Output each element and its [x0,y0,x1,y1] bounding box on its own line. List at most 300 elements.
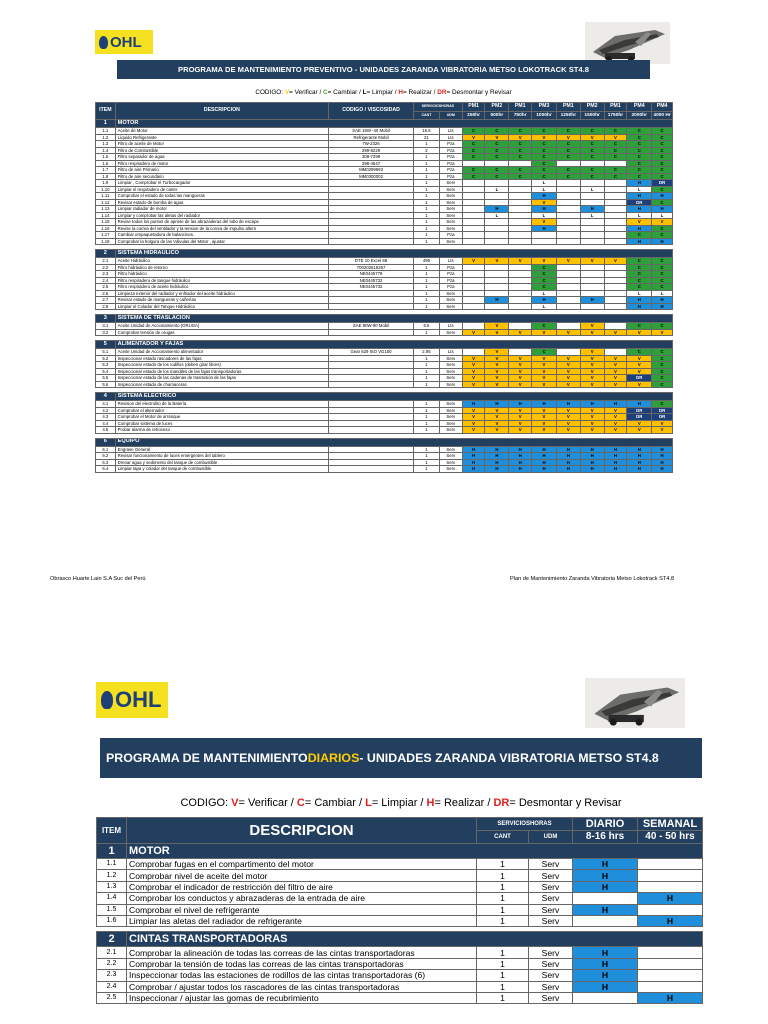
schedule-cell: V [462,414,485,421]
schedule-cell: C [532,128,557,135]
header-pm: PM3 [532,103,557,112]
quantity: 1 [414,420,440,427]
page1-title: PROGRAMA DE MANTENIMIENTO PREVENTIVO - UNIDADES ZARANDA VIBRATORIA METSO LOKOTRACK ST4.8 [117,60,650,79]
unit: Serv [529,992,573,1003]
schedule-cell: V [485,329,509,336]
task-description: Comprobar la holgura de las Válvulas del Motor , ajustar [115,238,328,245]
item-number: 4.5 [96,427,116,434]
schedule-cell: H [532,446,557,453]
header-descripcion: DESCRIPCION [127,818,477,844]
section-name: MOTOR [115,120,672,128]
item-number: 1.3 [97,881,127,892]
section-header [96,120,673,128]
semanal-cell [638,904,703,915]
schedule-cell: V [509,375,532,382]
quantity: 1 [414,453,440,460]
task-description: Filtro de Combustible [115,147,328,154]
schedule-cell: V [532,427,557,434]
schedule-cell: V [556,329,580,336]
quantity: 1 [477,970,529,981]
task-description: Inspeccionar estado de chumaceras [115,381,328,388]
schedule-cell: H [580,446,604,453]
quantity: 1 [477,859,529,870]
table-row [97,947,703,958]
schedule-cell: V [462,258,485,265]
diario-cell: H [573,859,638,870]
schedule-cell: L [485,212,509,219]
table-row [97,870,703,881]
schedule-cell: C [627,284,652,291]
task-description: Revision del electrolito de la Batería [115,401,328,408]
schedule-cell: V [532,381,557,388]
page2-title: PROGRAMA DE MANTENIMIENTO DIARIOS - UNIDADES ZARANDA VIBRATORIA METSO ST4.8 [100,738,702,778]
quantity: 1 [414,212,440,219]
diario-cell: H [573,870,638,881]
schedule-cell: V [509,427,532,434]
schedule-cell: V [604,329,627,336]
schedule-cell: C [462,147,485,154]
part-code: 308-7298 [329,154,414,161]
task-description: Filtro hidráulico [115,271,328,278]
schedule-cell: C [652,277,673,284]
schedule-cell: H [509,459,532,466]
schedule-cell: C [627,167,652,174]
quantity: 1 [414,180,440,187]
schedule-cell: V [627,368,652,375]
schedule-cell: DR [652,180,673,187]
schedule-cell: V [604,355,627,362]
schedule-cell: C [627,128,652,135]
schedule-cell: H [532,225,557,232]
daily-maintenance-table [96,817,703,1004]
schedule-cell: H [652,238,673,245]
schedule-cell: C [462,141,485,148]
schedule-cell: C [580,154,604,161]
part-code: MM0300002 [329,173,414,180]
part-code: Refrigerante Mobil [329,134,414,141]
task-description: Drenar agua y sedimento del tanque de combustible [115,459,328,466]
section-header [97,932,703,947]
schedule-cell: L [580,186,604,193]
header-diario: DIARIO [573,818,638,831]
unit: Serv [439,199,462,206]
unit: Serv [439,355,462,362]
task-description: Aceite de Motor [115,128,328,135]
item-number: 1.14 [96,212,116,219]
unit: Lts [439,128,462,135]
schedule-cell: C [652,167,673,174]
schedule-cell: C [652,186,673,193]
unit: Serv [439,225,462,232]
schedule-cell: H [462,453,485,460]
header-hours: 4000 Hr [653,112,671,118]
quantity: 1 [477,915,529,926]
quantity: 1 [414,232,440,239]
schedule-cell: V [652,420,673,427]
unit: Lts [439,323,462,330]
unit: Serv [439,427,462,434]
schedule-cell: H [604,453,627,460]
schedule-cell: V [532,134,557,141]
header-item: ITEM [96,103,116,120]
schedule-cell: C [532,173,557,180]
schedule-cell: H [462,401,485,408]
header-servicio: SERVICIOSHORAS [414,103,463,112]
item-number: 1.10 [96,186,116,193]
schedule-cell: V [604,362,627,369]
task-description: Aceite Unidad de Accionamiento (ORUGA) [115,323,328,330]
task-description: Limpiar , Comprobar el Turbocargador [115,180,328,187]
schedule-cell: C [652,401,673,408]
schedule-cell: V [485,362,509,369]
schedule-cell: C [604,141,627,148]
table-row [97,958,703,969]
schedule-cell: V [532,407,557,414]
schedule-cell: V [509,134,532,141]
item-number: 2.4 [96,277,116,284]
schedule-cell: H [462,446,485,453]
quantity: 1 [477,870,529,881]
schedule-cell: H [532,401,557,408]
task-description: Comprobar fugas en el compartimento del motor [127,859,477,870]
schedule-cell: C [462,173,485,180]
item-number: 2.2 [96,264,116,271]
schedule-cell: V [485,323,509,330]
unit: Serv [439,329,462,336]
task-description: Revise todos los puntos de apriete de las abrazaderas del tubo de escape [115,219,328,226]
schedule-cell: V [604,368,627,375]
schedule-cell: V [556,362,580,369]
schedule-cell: C [652,368,673,375]
quantity: 1 [414,284,440,291]
schedule-cell: V [604,407,627,414]
schedule-cell: C [652,134,673,141]
schedule-cell: C [532,154,557,161]
header-hours: 2000hr [627,112,652,120]
item-number: 6.3 [96,459,116,466]
schedule-cell: C [627,160,652,167]
section-name: CINTAS TRANSPORTADORAS [127,932,703,947]
quantity: 1 [414,381,440,388]
schedule-cell: H [556,453,580,460]
task-description: Revisar estado de bomba de agua [115,199,328,206]
schedule-cell: H [509,446,532,453]
unit: Pza [439,160,462,167]
item-number: 3.1 [96,323,116,330]
unit: Serv [439,193,462,200]
schedule-cell: V [462,368,485,375]
schedule-cell: C [627,134,652,141]
header-descripcion: DESCRIPCION [115,103,328,120]
unit: Serv [529,893,573,904]
schedule-cell: H [652,297,673,304]
schedule-cell: V [485,407,509,414]
unit: Serv [439,381,462,388]
schedule-cell: C [627,173,652,180]
item-number: 2.6 [96,290,116,297]
header-codigo: CODIGO / VISCOSIDAD [329,103,414,120]
unit: Serv [529,870,573,881]
task-description: Revisar estado de mangueras y cañerías [115,297,328,304]
unit: Serv [439,219,462,226]
quantity: 6.5 [414,323,440,330]
item-number: 6.4 [96,466,116,473]
task-description: Líquido Refrigerante [115,134,328,141]
schedule-cell: L [532,180,557,187]
schedule-cell: H [627,466,652,473]
schedule-cell: V [556,427,580,434]
unit: Serv [529,947,573,958]
schedule-cell: C [627,141,652,148]
section-number: 5 [96,341,116,349]
schedule-cell: C [532,323,557,330]
task-description: Limpiar las aletas del radiador de refrigerante [127,915,477,926]
schedule-cell: H [627,238,652,245]
task-description: Limpieza exterior del radiador y enfriador del aceite hidráulico [115,290,328,297]
schedule-cell: H [627,459,652,466]
part-code: NE0445778 [329,271,414,278]
item-number: 1.9 [96,180,116,187]
schedule-cell: V [627,355,652,362]
unit: Serv [529,958,573,969]
schedule-cell: V [604,381,627,388]
table-row [97,859,703,870]
task-description: Cambiar empaquetadura de balancines. [115,232,328,239]
schedule-cell: V [485,368,509,375]
schedule-cell: V [627,219,652,226]
item-number: 1.7 [96,167,116,174]
item-number: 1.1 [97,859,127,870]
schedule-cell: V [485,420,509,427]
header-pm: PM1 [509,103,532,112]
unit: Serv [439,238,462,245]
item-number: 2.3 [97,970,127,981]
schedule-cell: C [485,173,509,180]
schedule-cell: C [485,141,509,148]
header-diario-hrs: 8-16 hrs [573,831,638,844]
schedule-cell: V [485,355,509,362]
unit: Serv [439,362,462,369]
item-number: 4.2 [96,407,116,414]
schedule-cell: V [532,362,557,369]
quantity: 495 [414,258,440,265]
section-number: 3 [96,315,116,323]
quantity: 1 [414,154,440,161]
header-pm: PM1 [604,103,627,112]
schedule-cell: V [485,134,509,141]
unit: Pza [439,264,462,271]
part-code: DTE 10 Excel 68 [329,258,414,265]
schedule-cell: V [532,329,557,336]
task-description: Filtro de aceite de Motor [115,141,328,148]
unit: Serv [439,414,462,421]
schedule-cell: C [652,199,673,206]
item-number: 2.5 [97,992,127,1003]
item-number: 1.8 [96,173,116,180]
schedule-cell: C [627,232,652,239]
schedule-cell: V [556,407,580,414]
unit: Serv [529,859,573,870]
unit: Pza [439,173,462,180]
schedule-cell: H [652,206,673,213]
quantity: 1 [414,368,440,375]
header-cant: CANT [414,112,440,120]
schedule-cell: V [652,329,673,336]
schedule-cell: V [627,420,652,427]
unit: Serv [439,212,462,219]
task-description: Aceite Hidráulico [115,258,328,265]
schedule-cell: V [580,134,604,141]
schedule-cell: H [462,459,485,466]
schedule-cell: DR [627,414,652,421]
diario-cell: H [573,970,638,981]
schedule-cell: H [462,466,485,473]
item-number: 6.1 [96,446,116,453]
schedule-cell: L [580,212,604,219]
page1-footer-right: Plan de Mantenimiento Zaranda Vibratoria Metso Lokotrack ST4.8 [510,576,675,582]
schedule-cell: V [556,368,580,375]
task-description: Inspeccionar estado de los mandiles de las fajas transportadoras [115,368,328,375]
task-description: Revisar funcionamiento de luces emergentes del tablero [115,453,328,460]
schedule-cell: V [604,134,627,141]
item-number: 4.3 [96,414,116,421]
task-description: Comprobar el alternador [115,407,328,414]
task-description: Limpiar y comprobar las aletas del radiador [115,212,328,219]
quantity: 1 [414,290,440,297]
schedule-cell: C [580,173,604,180]
schedule-cell: H [652,446,673,453]
quantity: 1 [414,277,440,284]
unit: Pza [439,141,462,148]
item-number: 2.4 [97,981,127,992]
unit: Serv [439,459,462,466]
diario-cell: H [573,958,638,969]
schedule-cell: C [509,147,532,154]
unit: Serv [439,446,462,453]
schedule-cell: V [580,329,604,336]
part-code: SAE 15W -40 Mobil [329,128,414,135]
schedule-cell: H [532,206,557,213]
schedule-cell: C [627,323,652,330]
item-number: 2.7 [96,297,116,304]
diario-cell [573,893,638,904]
schedule-cell: V [509,355,532,362]
section-name: EQUIPO [115,438,672,446]
schedule-cell: C [652,284,673,291]
task-description: Filtro hidráulico de retorno [115,264,328,271]
schedule-cell: C [509,167,532,174]
quantity: 1 [414,401,440,408]
schedule-cell: H [556,459,580,466]
header-pm: PM2 [580,103,604,112]
schedule-cell: H [485,401,509,408]
quantity: 1 [414,167,440,174]
schedule-cell: V [485,381,509,388]
schedule-cell: H [532,453,557,460]
schedule-cell: C [652,232,673,239]
item-number: 1.15 [96,219,116,226]
item-number: 1.6 [97,915,127,926]
unit: Serv [529,970,573,981]
schedule-cell: C [627,258,652,265]
header-cant: CANT [477,831,529,844]
unit: Pza [439,154,462,161]
unit: Serv [439,297,462,304]
schedule-cell: V [652,427,673,434]
schedule-cell: DR [627,407,652,414]
schedule-cell: V [462,407,485,414]
schedule-cell: H [556,401,580,408]
item-number: 5.6 [96,381,116,388]
schedule-cell: H [652,453,673,460]
quantity: 1 [414,141,440,148]
schedule-cell: H [485,466,509,473]
schedule-cell: C [604,167,627,174]
section-number: 1 [96,120,116,128]
schedule-cell: C [652,264,673,271]
quantity: 1 [414,446,440,453]
schedule-cell: H [509,401,532,408]
unit: Serv [439,290,462,297]
item-number: 2.5 [96,284,116,291]
item-number: 2.3 [96,271,116,278]
task-description: Limpiar el respiradero de carter [115,186,328,193]
section-number: 6 [96,438,116,446]
schedule-cell: V [580,368,604,375]
section-header [96,250,673,258]
task-description: Filtro separador de agua [115,154,328,161]
schedule-cell: V [462,362,485,369]
schedule-cell: V [532,375,557,382]
unit: Serv [439,466,462,473]
schedule-cell: C [627,349,652,356]
header-pm: PM2 [485,103,509,112]
schedule-cell: V [509,414,532,421]
unit: Serv [439,186,462,193]
diario-cell [573,992,638,1003]
quantity: 1 [414,264,440,271]
schedule-cell: H [532,466,557,473]
schedule-cell: C [532,167,557,174]
ohl-logo [95,30,153,54]
schedule-cell: V [509,368,532,375]
schedule-cell: C [652,147,673,154]
schedule-cell: C [627,271,652,278]
task-description: Inspeccionar / ajustar las gomas de recubrimiento [127,992,477,1003]
schedule-cell: V [580,381,604,388]
schedule-cell: C [462,154,485,161]
quantity: 1 [477,992,529,1003]
schedule-cell: L [627,186,652,193]
quantity: 1 [414,193,440,200]
quantity: 1 [414,466,440,473]
schedule-cell: C [627,147,652,154]
schedule-cell: V [580,427,604,434]
schedule-cell: V [580,355,604,362]
schedule-cell: H [652,466,673,473]
schedule-cell: V [532,414,557,421]
schedule-cell: H [627,206,652,213]
unit: Serv [439,375,462,382]
part-code: 7W-2326 [329,141,414,148]
diario-cell: H [573,947,638,958]
task-description: Inspeccionar estado de los rodillos (deben girar libres) [115,362,328,369]
schedule-cell: H [580,459,604,466]
schedule-cell: C [509,128,532,135]
task-description: Limpiar el Colador del Tanque Hidráulico [115,303,328,310]
schedule-cell: DR [652,407,673,414]
schedule-cell: H [532,193,557,200]
